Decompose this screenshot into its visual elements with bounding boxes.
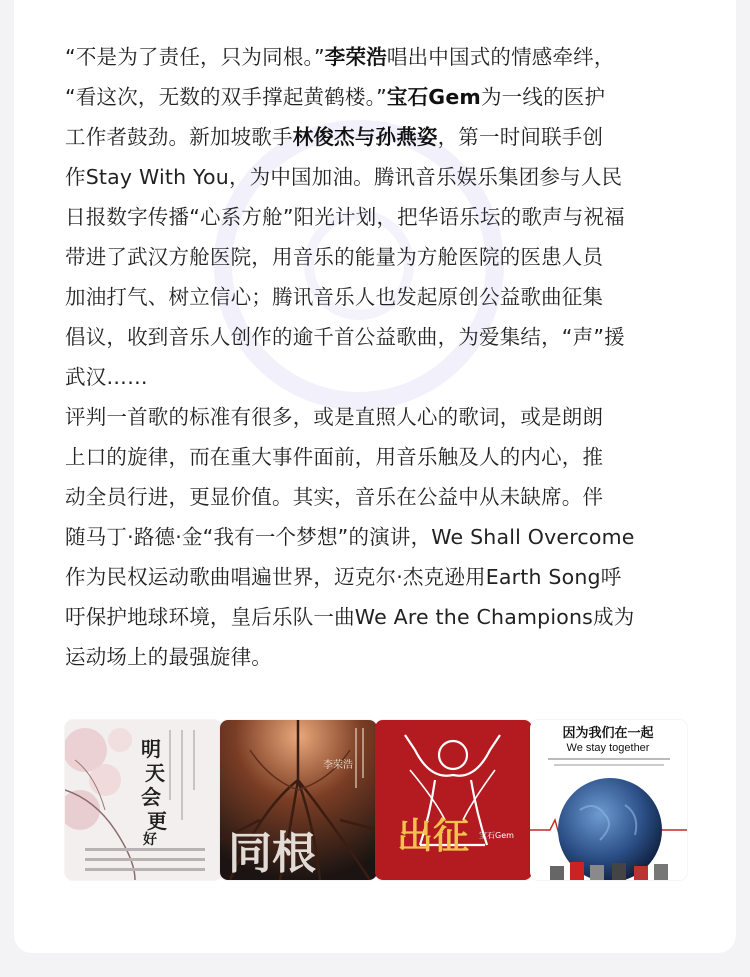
album-cover-tonggen[interactable] — [220, 720, 377, 880]
svg-text:出征: 出征 — [397, 815, 470, 857]
singer-name-bold: 林俊杰与孙燕姿 — [292, 125, 438, 149]
text-line: 带进了武汉方舱医院，用音乐的能量为方舱医院的医患人员 — [65, 245, 604, 269]
svg-text:李荣浩: 李荣浩 — [323, 760, 353, 771]
svg-text:好: 好 — [143, 832, 157, 848]
text-line: 作为民权运动歌曲唱遍世界，迈克尔·杰克逊用Earth Song呼 — [65, 565, 622, 589]
svg-text:因为我们在一起: 因为我们在一起 — [562, 726, 654, 741]
album-cover-tomorrow[interactable] — [65, 720, 222, 880]
text-line: “不是为了责任，只为同根。”李荣浩唱出中国式的情感牵绊， — [65, 45, 615, 69]
text-line: 武汉…… — [65, 365, 148, 389]
article-card — [14, 0, 736, 953]
text-line: 加油打气、树立信心；腾讯音乐人也发起原创公益歌曲征集 — [65, 285, 604, 309]
text-line: “看这次，无数的双手撑起黄鹤楼。”宝石Gem为一线的医护 — [65, 85, 606, 109]
text-line: 评判一首歌的标准有很多，或是直照人心的歌词，或是朗朗 — [65, 405, 604, 429]
text-line: 倡议，收到音乐人创作的逾千首公益歌曲，为爱集结，“声”援 — [65, 325, 625, 349]
text-line: 日报数字传播“心系方舱”阳光计划，把华语乐坛的歌声与祝福 — [65, 205, 625, 229]
article-body — [65, 37, 701, 677]
text-line: 工作者鼓劲。新加坡歌手林俊杰与孙燕姿，第一时间联手创 — [65, 125, 604, 149]
album-cover-gallery — [65, 720, 687, 880]
svg-text:同根: 同根 — [228, 828, 316, 879]
text-line: 动全员行进，更显价值。其实，音乐在公益中从未缺席。伴 — [65, 485, 604, 509]
singer-name-bold: 李荣浩 — [324, 45, 387, 69]
svg-text:会: 会 — [141, 785, 161, 809]
album-cover-chuzheng[interactable] — [375, 720, 532, 880]
svg-text:天: 天 — [145, 761, 165, 785]
text-line: 作Stay With You，为中国加油。腾讯音乐娱乐集团参与人民 — [65, 165, 623, 189]
svg-text:We stay together: We stay together — [566, 742, 650, 754]
svg-text:宝石Gem: 宝石Gem — [479, 831, 514, 840]
album-cover-together[interactable] — [530, 720, 687, 880]
text-line: 上口的旋律，而在重大事件面前，用音乐触及人的内心，推 — [65, 445, 604, 469]
text-line: 吁保护地球环境，皇后乐队一曲We Are the Champions成为 — [65, 605, 635, 629]
text-line: 运动场上的最强旋律。 — [65, 645, 272, 669]
text-line: 随马丁·路德·金“我有一个梦想”的演讲，We Shall Overcome — [65, 525, 635, 549]
cover1-title-char: 明 — [141, 737, 161, 761]
svg-text:更: 更 — [147, 809, 167, 833]
singer-name-bold: 宝石Gem — [386, 85, 481, 109]
